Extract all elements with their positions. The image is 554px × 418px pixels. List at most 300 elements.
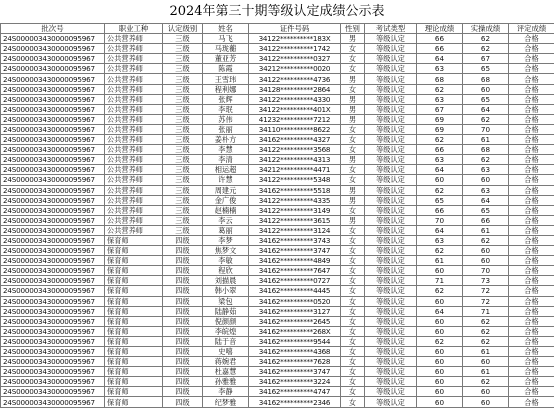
cell-practical-score: 62 bbox=[463, 316, 509, 326]
cell-batch-number: 24S000003430000095967 bbox=[1, 367, 105, 377]
cell-practical-score: 62 bbox=[463, 235, 509, 245]
cell-level: 三级 bbox=[163, 225, 203, 235]
cell-evaluation: 合格 bbox=[509, 266, 554, 276]
cell-practical-score: 67 bbox=[463, 54, 509, 64]
cell-level: 四级 bbox=[163, 296, 203, 306]
cell-theory-score: 62 bbox=[417, 135, 463, 145]
cell-exam-type: 等级认定 bbox=[365, 286, 417, 296]
cell-id-number: 34162**********4327 bbox=[249, 135, 341, 145]
cell-id-number: 34162**********3743 bbox=[249, 235, 341, 245]
cell-evaluation: 合格 bbox=[509, 34, 554, 44]
cell-id-number: 34122**********4335 bbox=[249, 195, 341, 205]
column-header-practical-score: 实操成绩 bbox=[463, 24, 509, 34]
cell-name: 陆静茹 bbox=[203, 306, 249, 316]
cell-exam-type: 等级认定 bbox=[365, 266, 417, 276]
cell-batch-number: 24S000003430000095967 bbox=[1, 175, 105, 185]
cell-name: 倪颜颜 bbox=[203, 316, 249, 326]
cell-id-number: 34162**********5518 bbox=[249, 185, 341, 195]
cell-gender: 女 bbox=[341, 44, 365, 54]
table-row bbox=[1, 185, 554, 195]
table-row bbox=[1, 44, 554, 54]
cell-practical-score: 61 bbox=[463, 225, 509, 235]
cell-name: 周建元 bbox=[203, 185, 249, 195]
cell-name: 孙雅雅 bbox=[203, 377, 249, 387]
cell-evaluation: 合格 bbox=[509, 84, 554, 94]
cell-practical-score: 62 bbox=[463, 155, 509, 165]
cell-name: 李静 bbox=[203, 387, 249, 397]
cell-practical-score: 68 bbox=[463, 145, 509, 155]
cell-level: 四级 bbox=[163, 266, 203, 276]
column-header-occupation: 职业工种 bbox=[105, 24, 163, 34]
cell-occupation: 保育师 bbox=[105, 256, 163, 266]
column-header-name: 姓名 bbox=[203, 24, 249, 34]
cell-occupation: 公共营养师 bbox=[105, 94, 163, 104]
cell-occupation: 保育师 bbox=[105, 397, 163, 407]
cell-evaluation: 合格 bbox=[509, 357, 554, 367]
cell-evaluation: 合格 bbox=[509, 246, 554, 256]
cell-exam-type: 等级认定 bbox=[365, 74, 417, 84]
cell-name: 姜朴方 bbox=[203, 135, 249, 145]
cell-practical-score: 60 bbox=[463, 357, 509, 367]
cell-exam-type: 等级认定 bbox=[365, 316, 417, 326]
cell-level: 四级 bbox=[163, 387, 203, 397]
table-row bbox=[1, 246, 554, 256]
cell-practical-score: 65 bbox=[463, 64, 509, 74]
cell-theory-score: 63 bbox=[417, 94, 463, 104]
cell-exam-type: 等级认定 bbox=[365, 387, 417, 397]
cell-evaluation: 合格 bbox=[509, 235, 554, 245]
cell-level: 三级 bbox=[163, 155, 203, 165]
cell-batch-number: 24S000003430000095967 bbox=[1, 225, 105, 235]
cell-practical-score: 72 bbox=[463, 296, 509, 306]
cell-evaluation: 合格 bbox=[509, 276, 554, 286]
cell-theory-score: 60 bbox=[417, 397, 463, 407]
table-row bbox=[1, 155, 554, 165]
cell-theory-score: 68 bbox=[417, 74, 463, 84]
cell-gender: 女 bbox=[341, 306, 365, 316]
cell-name: 史嘻 bbox=[203, 347, 249, 357]
cell-level: 三级 bbox=[163, 135, 203, 145]
cell-occupation: 公共营养师 bbox=[105, 74, 163, 84]
cell-exam-type: 等级认定 bbox=[365, 114, 417, 124]
table-row bbox=[1, 94, 554, 104]
cell-batch-number: 24S000003430000095967 bbox=[1, 34, 105, 44]
cell-name: 相运超 bbox=[203, 165, 249, 175]
cell-batch-number: 24S000003430000095967 bbox=[1, 336, 105, 346]
cell-gender: 女 bbox=[341, 296, 365, 306]
cell-theory-score: 63 bbox=[417, 155, 463, 165]
cell-theory-score: 65 bbox=[417, 195, 463, 205]
cell-theory-score: 66 bbox=[417, 44, 463, 54]
cell-batch-number: 24S000003430000095967 bbox=[1, 145, 105, 155]
cell-practical-score: 62 bbox=[463, 114, 509, 124]
cell-batch-number: 24S000003430000095967 bbox=[1, 377, 105, 387]
cell-theory-score: 63 bbox=[417, 235, 463, 245]
cell-level: 四级 bbox=[163, 256, 203, 266]
table-row bbox=[1, 54, 554, 64]
cell-exam-type: 等级认定 bbox=[365, 397, 417, 407]
cell-exam-type: 等级认定 bbox=[365, 84, 417, 94]
table-row bbox=[1, 114, 554, 124]
cell-theory-score: 60 bbox=[417, 387, 463, 397]
cell-gender: 男 bbox=[341, 74, 365, 84]
cell-id-number: 34162**********9544 bbox=[249, 336, 341, 346]
cell-exam-type: 等级认定 bbox=[365, 94, 417, 104]
cell-occupation: 保育师 bbox=[105, 246, 163, 256]
table-row bbox=[1, 316, 554, 326]
cell-id-number: 34162**********2346 bbox=[249, 397, 341, 407]
results-table bbox=[0, 23, 554, 408]
cell-level: 四级 bbox=[163, 306, 203, 316]
cell-name: 苏伟 bbox=[203, 114, 249, 124]
cell-batch-number: 24S000003430000095967 bbox=[1, 44, 105, 54]
cell-batch-number: 24S000003430000095967 bbox=[1, 195, 105, 205]
cell-evaluation: 合格 bbox=[509, 256, 554, 266]
table-row bbox=[1, 377, 554, 387]
table-row bbox=[1, 195, 554, 205]
cell-gender: 女 bbox=[341, 235, 365, 245]
column-header-exam-type: 考试类型 bbox=[365, 24, 417, 34]
cell-evaluation: 合格 bbox=[509, 175, 554, 185]
cell-batch-number: 24S000003430000095967 bbox=[1, 84, 105, 94]
cell-id-number: 34162**********3127 bbox=[249, 306, 341, 316]
cell-practical-score: 61 bbox=[463, 367, 509, 377]
cell-gender: 男 bbox=[341, 114, 365, 124]
cell-name: 陈霞 bbox=[203, 64, 249, 74]
cell-theory-score: 67 bbox=[417, 104, 463, 114]
cell-level: 三级 bbox=[163, 94, 203, 104]
cell-occupation: 公共营养师 bbox=[105, 205, 163, 215]
cell-occupation: 保育师 bbox=[105, 347, 163, 357]
cell-theory-score: 66 bbox=[417, 205, 463, 215]
cell-evaluation: 合格 bbox=[509, 54, 554, 64]
cell-evaluation: 合格 bbox=[509, 205, 554, 215]
cell-name: 李慧 bbox=[203, 145, 249, 155]
cell-level: 三级 bbox=[163, 215, 203, 225]
cell-level: 四级 bbox=[163, 326, 203, 336]
table-row bbox=[1, 397, 554, 407]
cell-name: 张丽 bbox=[203, 124, 249, 134]
cell-name: 焦梦文 bbox=[203, 246, 249, 256]
cell-name: 韩小翠 bbox=[203, 286, 249, 296]
cell-occupation: 保育师 bbox=[105, 286, 163, 296]
cell-batch-number: 24S000003430000095967 bbox=[1, 296, 105, 306]
cell-exam-type: 等级认定 bbox=[365, 64, 417, 74]
cell-id-number: 34122**********4736 bbox=[249, 74, 341, 84]
cell-gender: 女 bbox=[341, 367, 365, 377]
cell-practical-score: 72 bbox=[463, 286, 509, 296]
cell-occupation: 公共营养师 bbox=[105, 175, 163, 185]
table-row bbox=[1, 215, 554, 225]
cell-id-number: 34122**********3615 bbox=[249, 215, 341, 225]
cell-practical-score: 64 bbox=[463, 195, 509, 205]
cell-id-number: 34122**********4330 bbox=[249, 94, 341, 104]
cell-exam-type: 等级认定 bbox=[365, 145, 417, 155]
cell-batch-number: 24S000003430000095967 bbox=[1, 357, 105, 367]
cell-theory-score: 70 bbox=[417, 215, 463, 225]
cell-evaluation: 合格 bbox=[509, 114, 554, 124]
cell-occupation: 保育师 bbox=[105, 357, 163, 367]
cell-occupation: 公共营养师 bbox=[105, 54, 163, 64]
cell-gender: 女 bbox=[341, 54, 365, 64]
cell-batch-number: 24S000003430000095967 bbox=[1, 276, 105, 286]
table-body bbox=[1, 34, 554, 407]
cell-practical-score: 65 bbox=[463, 94, 509, 104]
table-row bbox=[1, 357, 554, 367]
cell-id-number: 34122**********401X bbox=[249, 104, 341, 114]
cell-exam-type: 等级认定 bbox=[365, 104, 417, 114]
cell-name: 梁包 bbox=[203, 296, 249, 306]
cell-occupation: 公共营养师 bbox=[105, 195, 163, 205]
cell-batch-number: 24S000003430000095967 bbox=[1, 326, 105, 336]
cell-practical-score: 60 bbox=[463, 397, 509, 407]
cell-theory-score: 60 bbox=[417, 357, 463, 367]
table-row bbox=[1, 296, 554, 306]
cell-theory-score: 61 bbox=[417, 256, 463, 266]
cell-theory-score: 69 bbox=[417, 114, 463, 124]
cell-exam-type: 等级认定 bbox=[365, 235, 417, 245]
cell-exam-type: 等级认定 bbox=[365, 155, 417, 165]
cell-theory-score: 66 bbox=[417, 34, 463, 44]
cell-exam-type: 等级认定 bbox=[365, 306, 417, 316]
cell-exam-type: 等级认定 bbox=[365, 34, 417, 44]
cell-id-number: 34212**********4471 bbox=[249, 165, 341, 175]
cell-theory-score: 62 bbox=[417, 84, 463, 94]
cell-practical-score: 62 bbox=[463, 377, 509, 387]
table-row bbox=[1, 124, 554, 134]
cell-id-number: 34162**********4849 bbox=[249, 256, 341, 266]
cell-batch-number: 24S000003430000095967 bbox=[1, 94, 105, 104]
cell-occupation: 保育师 bbox=[105, 296, 163, 306]
table-row bbox=[1, 286, 554, 296]
cell-practical-score: 70 bbox=[463, 266, 509, 276]
cell-gender: 女 bbox=[341, 397, 365, 407]
cell-id-number: 34162**********7647 bbox=[249, 266, 341, 276]
cell-theory-score: 71 bbox=[417, 276, 463, 286]
table-row bbox=[1, 336, 554, 346]
cell-gender: 女 bbox=[341, 145, 365, 155]
cell-evaluation: 合格 bbox=[509, 64, 554, 74]
cell-occupation: 公共营养师 bbox=[105, 114, 163, 124]
cell-gender: 男 bbox=[341, 104, 365, 114]
cell-id-number: 34162**********4368 bbox=[249, 347, 341, 357]
cell-occupation: 保育师 bbox=[105, 276, 163, 286]
cell-exam-type: 等级认定 bbox=[365, 44, 417, 54]
table-row bbox=[1, 74, 554, 84]
table-row bbox=[1, 34, 554, 44]
cell-gender: 女 bbox=[341, 357, 365, 367]
cell-evaluation: 合格 bbox=[509, 145, 554, 155]
cell-occupation: 保育师 bbox=[105, 377, 163, 387]
cell-practical-score: 68 bbox=[463, 74, 509, 84]
cell-occupation: 公共营养师 bbox=[105, 104, 163, 114]
cell-id-number: 34122**********5348 bbox=[249, 175, 341, 185]
cell-id-number: 34122**********1742 bbox=[249, 44, 341, 54]
cell-gender: 女 bbox=[341, 225, 365, 235]
cell-theory-score: 62 bbox=[417, 246, 463, 256]
cell-theory-score: 63 bbox=[417, 64, 463, 74]
cell-practical-score: 62 bbox=[463, 336, 509, 346]
cell-gender: 女 bbox=[341, 175, 365, 185]
cell-level: 三级 bbox=[163, 145, 203, 155]
cell-name: 杜嘉慧 bbox=[203, 367, 249, 377]
cell-level: 三级 bbox=[163, 114, 203, 124]
cell-exam-type: 等级认定 bbox=[365, 225, 417, 235]
cell-name: 程利娜 bbox=[203, 84, 249, 94]
table-row bbox=[1, 326, 554, 336]
cell-batch-number: 24S000003430000095967 bbox=[1, 306, 105, 316]
cell-exam-type: 等级认定 bbox=[365, 347, 417, 357]
cell-level: 三级 bbox=[163, 165, 203, 175]
cell-id-number: 34162**********0520 bbox=[249, 296, 341, 306]
cell-name: 纪梦雅 bbox=[203, 397, 249, 407]
cell-practical-score: 63 bbox=[463, 185, 509, 195]
cell-name: 陆于音 bbox=[203, 336, 249, 346]
cell-occupation: 公共营养师 bbox=[105, 34, 163, 44]
cell-exam-type: 等级认定 bbox=[365, 377, 417, 387]
cell-evaluation: 合格 bbox=[509, 74, 554, 84]
cell-level: 四级 bbox=[163, 316, 203, 326]
cell-evaluation: 合格 bbox=[509, 306, 554, 316]
cell-gender: 男 bbox=[341, 215, 365, 225]
cell-id-number: 34122**********3568 bbox=[249, 145, 341, 155]
cell-gender: 女 bbox=[341, 316, 365, 326]
cell-id-number: 34122**********183X bbox=[249, 34, 341, 44]
cell-theory-score: 64 bbox=[417, 54, 463, 64]
cell-practical-score: 62 bbox=[463, 326, 509, 336]
cell-batch-number: 24S000003430000095967 bbox=[1, 64, 105, 74]
cell-batch-number: 24S000003430000095967 bbox=[1, 205, 105, 215]
cell-gender: 女 bbox=[341, 256, 365, 266]
cell-theory-score: 66 bbox=[417, 145, 463, 155]
cell-level: 四级 bbox=[163, 235, 203, 245]
cell-exam-type: 等级认定 bbox=[365, 195, 417, 205]
cell-evaluation: 合格 bbox=[509, 165, 554, 175]
table-row bbox=[1, 135, 554, 145]
cell-id-number: 34122**********0327 bbox=[249, 54, 341, 64]
cell-exam-type: 等级认定 bbox=[365, 135, 417, 145]
cell-id-number: 34162**********3224 bbox=[249, 377, 341, 387]
cell-practical-score: 61 bbox=[463, 347, 509, 357]
cell-gender: 男 bbox=[341, 34, 365, 44]
cell-evaluation: 合格 bbox=[509, 155, 554, 165]
table-row bbox=[1, 165, 554, 175]
cell-evaluation: 合格 bbox=[509, 286, 554, 296]
cell-practical-score: 60 bbox=[463, 84, 509, 94]
cell-name: 程欣 bbox=[203, 266, 249, 276]
cell-gender: 女 bbox=[341, 326, 365, 336]
table-row bbox=[1, 306, 554, 316]
table-row bbox=[1, 104, 554, 114]
cell-gender: 女 bbox=[341, 124, 365, 134]
column-header-batch-number: 批次号 bbox=[1, 24, 105, 34]
cell-level: 三级 bbox=[163, 44, 203, 54]
column-header-gender: 性别 bbox=[341, 24, 365, 34]
cell-practical-score: 65 bbox=[463, 205, 509, 215]
cell-gender: 女 bbox=[341, 165, 365, 175]
cell-gender: 女 bbox=[341, 276, 365, 286]
cell-batch-number: 24S000003430000095967 bbox=[1, 215, 105, 225]
cell-id-number: 34162**********268X bbox=[249, 326, 341, 336]
cell-level: 四级 bbox=[163, 286, 203, 296]
cell-theory-score: 62 bbox=[417, 286, 463, 296]
table-row bbox=[1, 276, 554, 286]
table-row bbox=[1, 367, 554, 377]
table-row bbox=[1, 225, 554, 235]
cell-batch-number: 24S000003430000095967 bbox=[1, 387, 105, 397]
cell-theory-score: 62 bbox=[417, 185, 463, 195]
cell-level: 三级 bbox=[163, 124, 203, 134]
cell-practical-score: 71 bbox=[463, 306, 509, 316]
cell-id-number: 34122**********4313 bbox=[249, 155, 341, 165]
cell-gender: 女 bbox=[341, 377, 365, 387]
cell-theory-score: 64 bbox=[417, 306, 463, 316]
cell-occupation: 保育师 bbox=[105, 235, 163, 245]
cell-theory-score: 60 bbox=[417, 377, 463, 387]
cell-id-number: 34122**********3124 bbox=[249, 225, 341, 235]
cell-occupation: 公共营养师 bbox=[105, 145, 163, 155]
cell-practical-score: 64 bbox=[463, 104, 509, 114]
cell-batch-number: 24S000003430000095967 bbox=[1, 266, 105, 276]
cell-evaluation: 合格 bbox=[509, 94, 554, 104]
cell-exam-type: 等级认定 bbox=[365, 215, 417, 225]
cell-id-number: 34162**********0727 bbox=[249, 276, 341, 286]
cell-evaluation: 合格 bbox=[509, 185, 554, 195]
column-header-id-number: 证件号码 bbox=[249, 24, 341, 34]
cell-level: 三级 bbox=[163, 34, 203, 44]
cell-name: 刘描晨 bbox=[203, 276, 249, 286]
column-header-level: 认定级别 bbox=[163, 24, 203, 34]
cell-gender: 女 bbox=[341, 84, 365, 94]
cell-gender: 女 bbox=[341, 64, 365, 74]
cell-exam-type: 等级认定 bbox=[365, 175, 417, 185]
cell-practical-score: 60 bbox=[463, 175, 509, 185]
cell-name: 葛丽 bbox=[203, 225, 249, 235]
cell-exam-type: 等级认定 bbox=[365, 367, 417, 377]
cell-level: 三级 bbox=[163, 185, 203, 195]
table-row bbox=[1, 64, 554, 74]
cell-practical-score: 62 bbox=[463, 34, 509, 44]
cell-level: 四级 bbox=[163, 336, 203, 346]
cell-level: 四级 bbox=[163, 367, 203, 377]
cell-occupation: 保育师 bbox=[105, 306, 163, 316]
cell-name: 李敏 bbox=[203, 256, 249, 266]
cell-exam-type: 等级认定 bbox=[365, 276, 417, 286]
cell-batch-number: 24S000003430000095967 bbox=[1, 316, 105, 326]
cell-batch-number: 24S000003430000095967 bbox=[1, 347, 105, 357]
cell-id-number: 34162**********7628 bbox=[249, 357, 341, 367]
cell-level: 四级 bbox=[163, 357, 203, 367]
cell-exam-type: 等级认定 bbox=[365, 165, 417, 175]
cell-level: 四级 bbox=[163, 397, 203, 407]
cell-id-number: 34162**********4747 bbox=[249, 387, 341, 397]
cell-level: 三级 bbox=[163, 64, 203, 74]
cell-occupation: 保育师 bbox=[105, 367, 163, 377]
cell-id-number: 34128**********2864 bbox=[249, 84, 341, 94]
cell-occupation: 公共营养师 bbox=[105, 155, 163, 165]
cell-gender: 女 bbox=[341, 135, 365, 145]
table-row bbox=[1, 84, 554, 94]
table-row bbox=[1, 387, 554, 397]
cell-batch-number: 24S000003430000095967 bbox=[1, 54, 105, 64]
cell-batch-number: 24S000003430000095967 bbox=[1, 397, 105, 407]
cell-theory-score: 69 bbox=[417, 124, 463, 134]
cell-evaluation: 合格 bbox=[509, 316, 554, 326]
cell-evaluation: 合格 bbox=[509, 135, 554, 145]
cell-occupation: 公共营养师 bbox=[105, 185, 163, 195]
cell-occupation: 公共营养师 bbox=[105, 165, 163, 175]
cell-gender: 女 bbox=[341, 205, 365, 215]
